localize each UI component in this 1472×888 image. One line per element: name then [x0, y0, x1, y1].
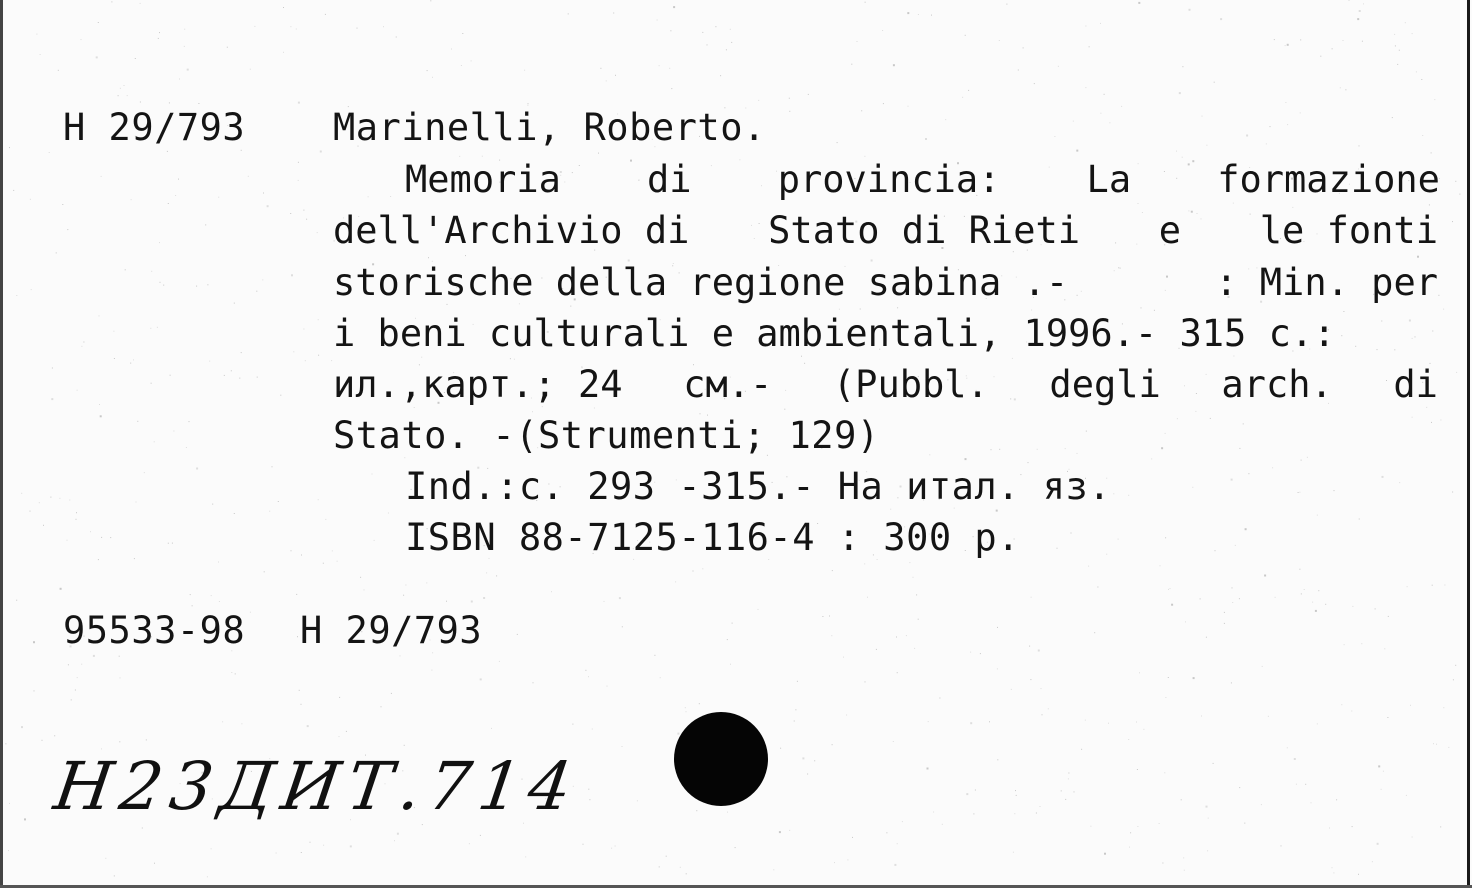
title-word: Memoria [405, 158, 561, 201]
call-number: Н 29/793 [63, 106, 246, 149]
card-right-edge [1467, 0, 1470, 888]
title-line-4 [333, 309, 1438, 359]
title-word: formazione [1217, 158, 1440, 201]
punch-hole [674, 712, 768, 806]
series-word: arch. [1221, 363, 1333, 406]
series-word: (Pubbl. [832, 363, 989, 406]
title-segment: Stato di Rieti [768, 209, 1081, 252]
title-segment: storische della regione sabina .- [333, 261, 1069, 304]
title-line-5 [333, 360, 1438, 410]
title-segment: le fonti [1259, 209, 1438, 252]
title-segment: dell'Archivio di [333, 209, 690, 252]
title-segment: e [1158, 209, 1182, 252]
handwritten-note: Н23ДИТ.714 [49, 748, 585, 825]
series-word: di [1393, 363, 1438, 406]
publisher-segment: : Min. per [1215, 261, 1438, 304]
title-word: provincia: [777, 158, 1001, 201]
isbn-line: ISBN 88-7125-116-4 : 300 р. [405, 516, 1020, 559]
imprint-segment: i beni culturali e ambientali, 1996.- 315 с.: [333, 312, 1336, 355]
index-note: Ind.:с. 293 -315.- На итал. яз. [405, 465, 1112, 508]
title-word: La [1086, 158, 1132, 201]
accession-number: 95533-98 [63, 609, 246, 652]
title-word: di [647, 158, 692, 201]
card-left-edge [0, 0, 3, 888]
physical-description: см.- [683, 363, 773, 406]
series-line: Stato. -(Strumenti; 129) [333, 414, 880, 457]
title-line-2 [333, 206, 1438, 256]
physical-description: ил.,карт.; 24 [333, 363, 623, 406]
series-word: degli [1049, 363, 1161, 406]
title-line-3 [333, 258, 1438, 308]
call-number-repeat: Н 29/793 [300, 609, 483, 652]
author-heading: Marinelli, Roberto. [333, 106, 766, 149]
title-line-1 [405, 155, 1440, 205]
